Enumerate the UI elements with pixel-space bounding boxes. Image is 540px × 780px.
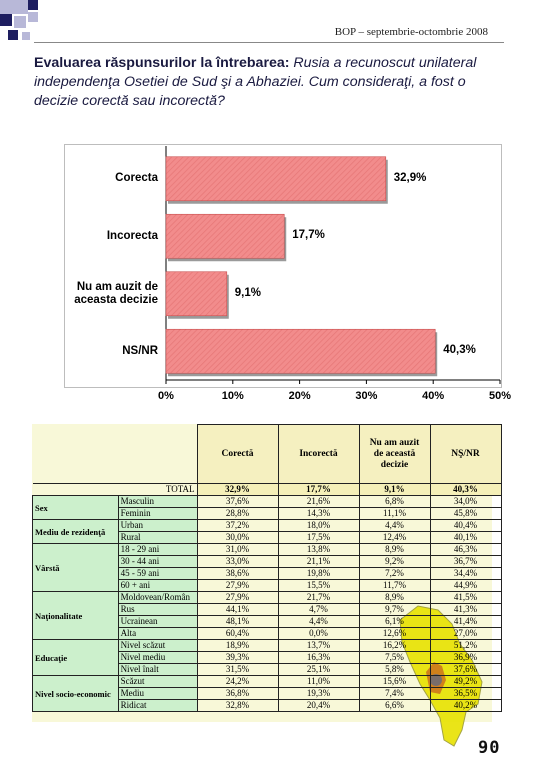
table-value: 41,3% xyxy=(430,604,501,616)
group-label: Sex xyxy=(33,496,119,520)
row-label: Nivel scăzut xyxy=(118,640,197,652)
row-label: 45 - 59 ani xyxy=(118,568,197,580)
table-value: 6,6% xyxy=(359,700,430,712)
table-value: 7,2% xyxy=(359,568,430,580)
column-header-line: de această xyxy=(373,448,416,459)
bar-3 xyxy=(166,329,435,373)
row-label: Mediu xyxy=(118,688,197,700)
table-value: 44,1% xyxy=(197,604,278,616)
table-value: 27,0% xyxy=(430,628,501,640)
group-label: Mediu de rezidenţă xyxy=(33,520,119,544)
table-value: 16,2% xyxy=(359,640,430,652)
table-value: 37,6% xyxy=(430,664,501,676)
table-value: 36,9% xyxy=(430,652,501,664)
column-header-line: NŞ/NR xyxy=(451,448,480,459)
header-empty xyxy=(33,425,198,484)
table-value: 40,4% xyxy=(430,520,501,532)
table-value: 30,0% xyxy=(197,532,278,544)
table-value: 27,9% xyxy=(197,580,278,592)
table-value: 34,4% xyxy=(430,568,501,580)
table-value: 15,5% xyxy=(278,580,359,592)
table-value: 37,2% xyxy=(197,520,278,532)
table-row xyxy=(33,520,502,532)
title-question: Rusia a recunoscut unilateral independenţa Osetiei de Sud şi a Abhaziei. Cum consideraţi, a fost o decizie corectă sau incorectă? xyxy=(34,55,477,109)
column-header xyxy=(359,425,430,484)
table-value: 41,5% xyxy=(430,592,501,604)
row-label: Moldovean/Român xyxy=(118,592,197,604)
table-value: 60,4% xyxy=(197,628,278,640)
row-label: Nivel mediu xyxy=(118,652,197,664)
table-value: 8,9% xyxy=(359,592,430,604)
table-value: 12,6% xyxy=(359,628,430,640)
row-label: Ridicat xyxy=(118,700,197,712)
table-value: 6,8% xyxy=(359,496,430,508)
table-value: 49,2% xyxy=(430,676,501,688)
total-value: 17,7% xyxy=(278,484,359,496)
column-header-line: Nu am auzit xyxy=(369,437,420,448)
table-value: 11,1% xyxy=(359,508,430,520)
column-header-line: Incorectă xyxy=(299,448,338,459)
table-value: 5,8% xyxy=(359,664,430,676)
table-row xyxy=(33,640,502,652)
table-value: 7,5% xyxy=(359,652,430,664)
table-header-row xyxy=(33,425,502,484)
total-value: 32,9% xyxy=(197,484,278,496)
table-value: 18,9% xyxy=(197,640,278,652)
table-value: 4,4% xyxy=(359,520,430,532)
table-value: 19,3% xyxy=(278,688,359,700)
table-value: 12,4% xyxy=(359,532,430,544)
row-label: Ucrainean xyxy=(118,616,197,628)
total-value: 9,1% xyxy=(359,484,430,496)
value-label: 32,9% xyxy=(393,171,427,184)
value-label: 9,1% xyxy=(234,286,261,299)
results-table xyxy=(32,424,502,712)
table-value: 7,4% xyxy=(359,688,430,700)
category-label-line: aceasta decizie xyxy=(74,293,158,306)
table-value: 36,5% xyxy=(430,688,501,700)
table-value: 4,7% xyxy=(278,604,359,616)
table-row xyxy=(33,544,502,556)
x-tick-label: 20% xyxy=(288,390,311,402)
table-value: 6,1% xyxy=(359,616,430,628)
row-label: Alta xyxy=(118,628,197,640)
table-value: 25,1% xyxy=(278,664,359,676)
x-tick-label: 40% xyxy=(422,390,445,402)
total-value: 40,3% xyxy=(430,484,501,496)
table-value: 31,5% xyxy=(197,664,278,676)
row-label: Scăzut xyxy=(118,676,197,688)
table-value: 40,1% xyxy=(430,532,501,544)
row-label: Nivel înalt xyxy=(118,664,197,676)
group-label: Nivel socio-economic xyxy=(33,676,119,712)
table-value: 17,5% xyxy=(278,532,359,544)
category-label xyxy=(68,172,158,185)
table-value: 8,9% xyxy=(359,544,430,556)
table-value: 27,9% xyxy=(197,592,278,604)
row-label: Urban xyxy=(118,520,197,532)
x-tick-label: 30% xyxy=(355,390,378,402)
table-row xyxy=(33,592,502,604)
table-value: 15,6% xyxy=(359,676,430,688)
table-value: 46,3% xyxy=(430,544,501,556)
category-label-line: Nu am auzit de xyxy=(76,280,158,293)
table-value: 20,4% xyxy=(278,700,359,712)
table-value: 41,4% xyxy=(430,616,501,628)
table-value: 24,2% xyxy=(197,676,278,688)
row-label: Rus xyxy=(118,604,197,616)
category-label-line: Incorecta xyxy=(106,229,158,242)
table-value: 11,0% xyxy=(278,676,359,688)
row-label: Feminin xyxy=(118,508,197,520)
table-value: 21,6% xyxy=(278,496,359,508)
table-value: 19,8% xyxy=(278,568,359,580)
table-value: 13,8% xyxy=(278,544,359,556)
table-value: 21,7% xyxy=(278,592,359,604)
table-value: 33,0% xyxy=(197,556,278,568)
x-tick-label: 50% xyxy=(488,390,512,402)
table-value: 36,8% xyxy=(197,688,278,700)
table-value: 51,2% xyxy=(430,640,501,652)
table-total-row xyxy=(33,484,502,496)
category-label xyxy=(68,345,158,358)
table-value: 13,7% xyxy=(278,640,359,652)
bar-0 xyxy=(166,157,386,201)
table-value: 37,6% xyxy=(197,496,278,508)
x-tick-label: 10% xyxy=(221,390,244,402)
table-value: 40,2% xyxy=(430,700,501,712)
table-value: 4,4% xyxy=(278,616,359,628)
table-row xyxy=(33,496,502,508)
table-value: 39,3% xyxy=(197,652,278,664)
table-value: 16,3% xyxy=(278,652,359,664)
title-bold: Evaluarea răspunsurilor la întrebarea: xyxy=(34,55,290,71)
x-tick-label: 0% xyxy=(158,390,174,402)
row-label: Masculin xyxy=(118,496,197,508)
table-value: 48,1% xyxy=(197,616,278,628)
table-row xyxy=(33,676,502,688)
table-value: 45,8% xyxy=(430,508,501,520)
column-header-line: Corectă xyxy=(221,448,254,459)
column-header xyxy=(278,425,359,484)
group-label: Naţionalitate xyxy=(33,592,119,640)
table-value: 31,0% xyxy=(197,544,278,556)
column-header xyxy=(197,425,278,484)
table-value: 28,8% xyxy=(197,508,278,520)
table-value: 36,7% xyxy=(430,556,501,568)
table-value: 18,0% xyxy=(278,520,359,532)
table-value: 44,9% xyxy=(430,580,501,592)
column-header-line: decizie xyxy=(380,459,409,470)
header-text: BOP – septembrie-octombrie 2008 xyxy=(334,26,488,38)
table-value: 9,2% xyxy=(359,556,430,568)
row-label: Rural xyxy=(118,532,197,544)
row-label: 60 + ani xyxy=(118,580,197,592)
row-label: 18 - 29 ani xyxy=(118,544,197,556)
category-label-line: Corecta xyxy=(115,172,158,185)
table-value: 14,3% xyxy=(278,508,359,520)
page-number: 90 xyxy=(478,738,501,758)
table-value: 9,7% xyxy=(359,604,430,616)
value-label: 40,3% xyxy=(443,344,476,357)
group-label: Educaţie xyxy=(33,640,119,676)
bar-2 xyxy=(166,272,227,316)
category-label xyxy=(68,281,158,307)
value-label: 17,7% xyxy=(292,229,325,242)
table-value: 11,7% xyxy=(359,580,430,592)
column-header xyxy=(430,425,501,484)
table-value: 0,0% xyxy=(278,628,359,640)
bar-1 xyxy=(166,214,284,258)
category-label xyxy=(68,230,158,243)
table-value: 32,8% xyxy=(197,700,278,712)
group-label: Vârstă xyxy=(33,544,119,592)
table-value: 21,1% xyxy=(278,556,359,568)
total-label: TOTAL xyxy=(33,484,198,496)
row-label: 30 - 44 ani xyxy=(118,556,197,568)
table-value: 38,6% xyxy=(197,568,278,580)
category-label-line: NS/NR xyxy=(122,344,158,357)
table-value: 34,0% xyxy=(430,496,501,508)
